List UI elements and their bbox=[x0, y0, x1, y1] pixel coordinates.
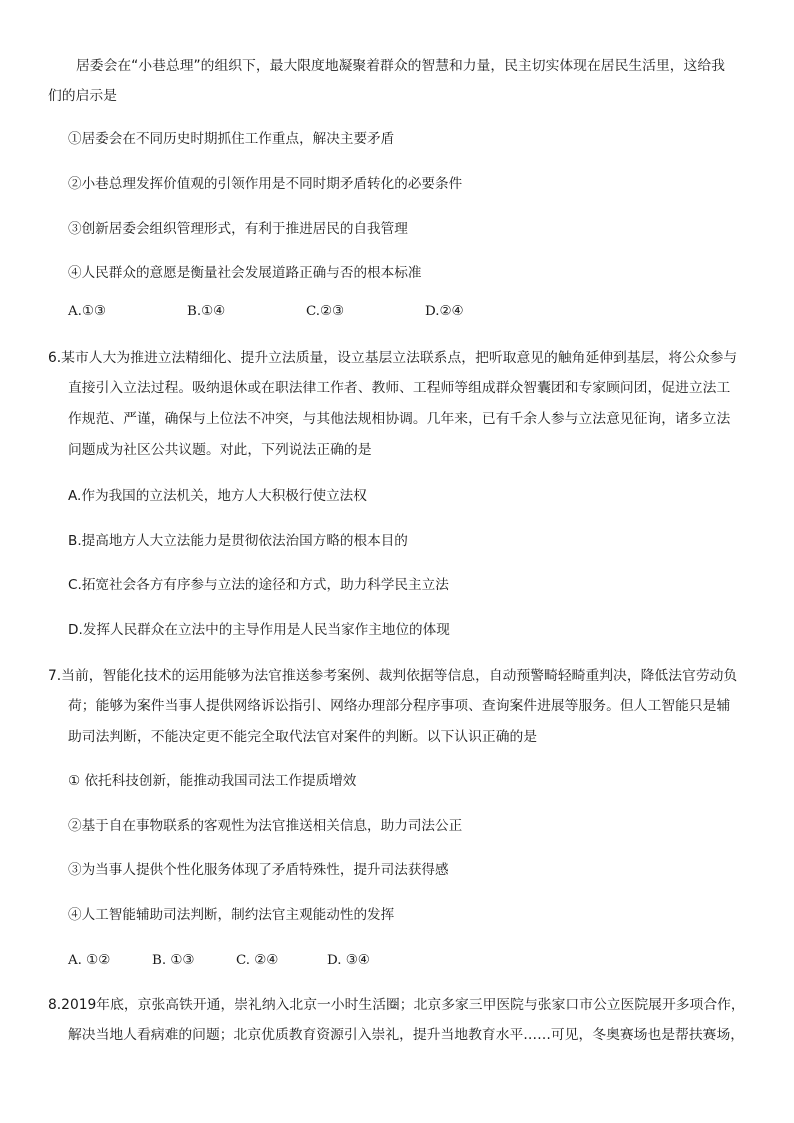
q7-stem-line-3: 助司法判断，不能决定更不能完全取代法官对案件的判断。以下认识正确的是 bbox=[68, 729, 538, 745]
q7-stem-line-1: 7.当前，智能化技术的运用能够为法官推送参考案例、裁判依据等信息，自动预警畸轻畸重判决，降低法官劳动负 bbox=[48, 668, 738, 684]
q8-stem-line-2: 解决当地人看病难的问题；北京优质教育资源引入崇礼，提升当地教育水平……可见，冬奥赛场也是帮扶赛场， bbox=[68, 1027, 745, 1043]
q5-item-1: ①居委会在不同历史时期抓住工作重点，解决主要矛盾 bbox=[68, 131, 395, 147]
q7-stem-line-2: 荷；能够为案件当事人提供网络诉讼指引、网络办理部分程序事项、查询案件进展等服务。但人工智能只是辅 bbox=[68, 698, 731, 714]
q5-choice-a: A.①③ bbox=[68, 304, 106, 319]
q7-choices bbox=[68, 952, 388, 970]
q6-stem-line-1: 6.某市人大为推进立法精细化、提升立法质量，设立基层立法联系点，把听取意见的触角延伸到基层，将公众参与 bbox=[48, 350, 738, 366]
q5-stem-line-1: 居委会在“小巷总理”的组织下，最大限度地凝聚着群众的智慧和力量，民主切实体现在居民生活里，这给我 bbox=[76, 58, 725, 74]
q7-choice-b: B. ①③ bbox=[152, 953, 195, 968]
q7-choice-d: D. ③④ bbox=[327, 953, 370, 968]
q5-item-3: ③创新居委会组织管理形式，有利于推进居民的自我管理 bbox=[68, 221, 408, 237]
q5-item-2: ②小巷总理发挥价值观的引领作用是不同时期矛盾转化的必要条件 bbox=[68, 176, 463, 192]
q5-choice-d: D.②④ bbox=[425, 304, 464, 319]
q6-stem-line-3: 作规范、严谨，确保与上位法不冲突，与其他法规相协调。几年来，已有千余人参与立法意见征询，诸多立法 bbox=[68, 411, 731, 427]
q5-item-4: ④人民群众的意愿是衡量社会发展道路正确与否的根本标准 bbox=[68, 265, 422, 281]
q7-choice-c: C. ②④ bbox=[236, 953, 279, 968]
q5-stem-line-2: 们的启示是 bbox=[48, 88, 117, 104]
q6-option-c: C.拓宽社会各方有序参与立法的途径和方式，助力科学民主立法 bbox=[68, 577, 449, 593]
q6-option-d: D.发挥人民群众在立法中的主导作用是人民当家作主地位的体现 bbox=[68, 622, 450, 638]
q7-item-3: ③为当事人提供个性化服务体现了矛盾特殊性，提升司法获得感 bbox=[68, 862, 449, 878]
q6-option-b: B.提高地方人大立法能力是贯彻依法治国方略的根本目的 bbox=[68, 533, 408, 549]
q5-choice-c: C.②③ bbox=[306, 304, 345, 319]
q7-item-1: ① 依托科技创新，能推动我国司法工作提质增效 bbox=[68, 773, 357, 789]
q5-choices bbox=[68, 303, 488, 321]
q5-choice-b: B.①④ bbox=[187, 304, 226, 319]
q7-item-2: ②基于自在事物联系的客观性为法官推送相关信息，助力司法公正 bbox=[68, 818, 463, 834]
q8-stem-line-1: 8.2019年底，京张高铁开通，崇礼纳入北京一小时生活圈；北京多家三甲医院与张家口市公立医院展开多项合作， bbox=[48, 997, 745, 1013]
q6-stem-line-2: 直接引入立法过程。吸纳退休或在职法律工作者、教师、工程师等组成群众智囊团和专家顾问团，促进立法工 bbox=[68, 380, 731, 396]
q7-item-4: ④人工智能辅助司法判断，制约法官主观能动性的发挥 bbox=[68, 907, 395, 923]
q7-choice-a: A. ①② bbox=[68, 953, 111, 968]
q6-option-a: A.作为我国的立法机关，地方人大积极行使立法权 bbox=[68, 488, 367, 504]
q6-stem-line-4: 问题成为社区公共议题。对此，下列说法正确的是 bbox=[68, 442, 372, 458]
